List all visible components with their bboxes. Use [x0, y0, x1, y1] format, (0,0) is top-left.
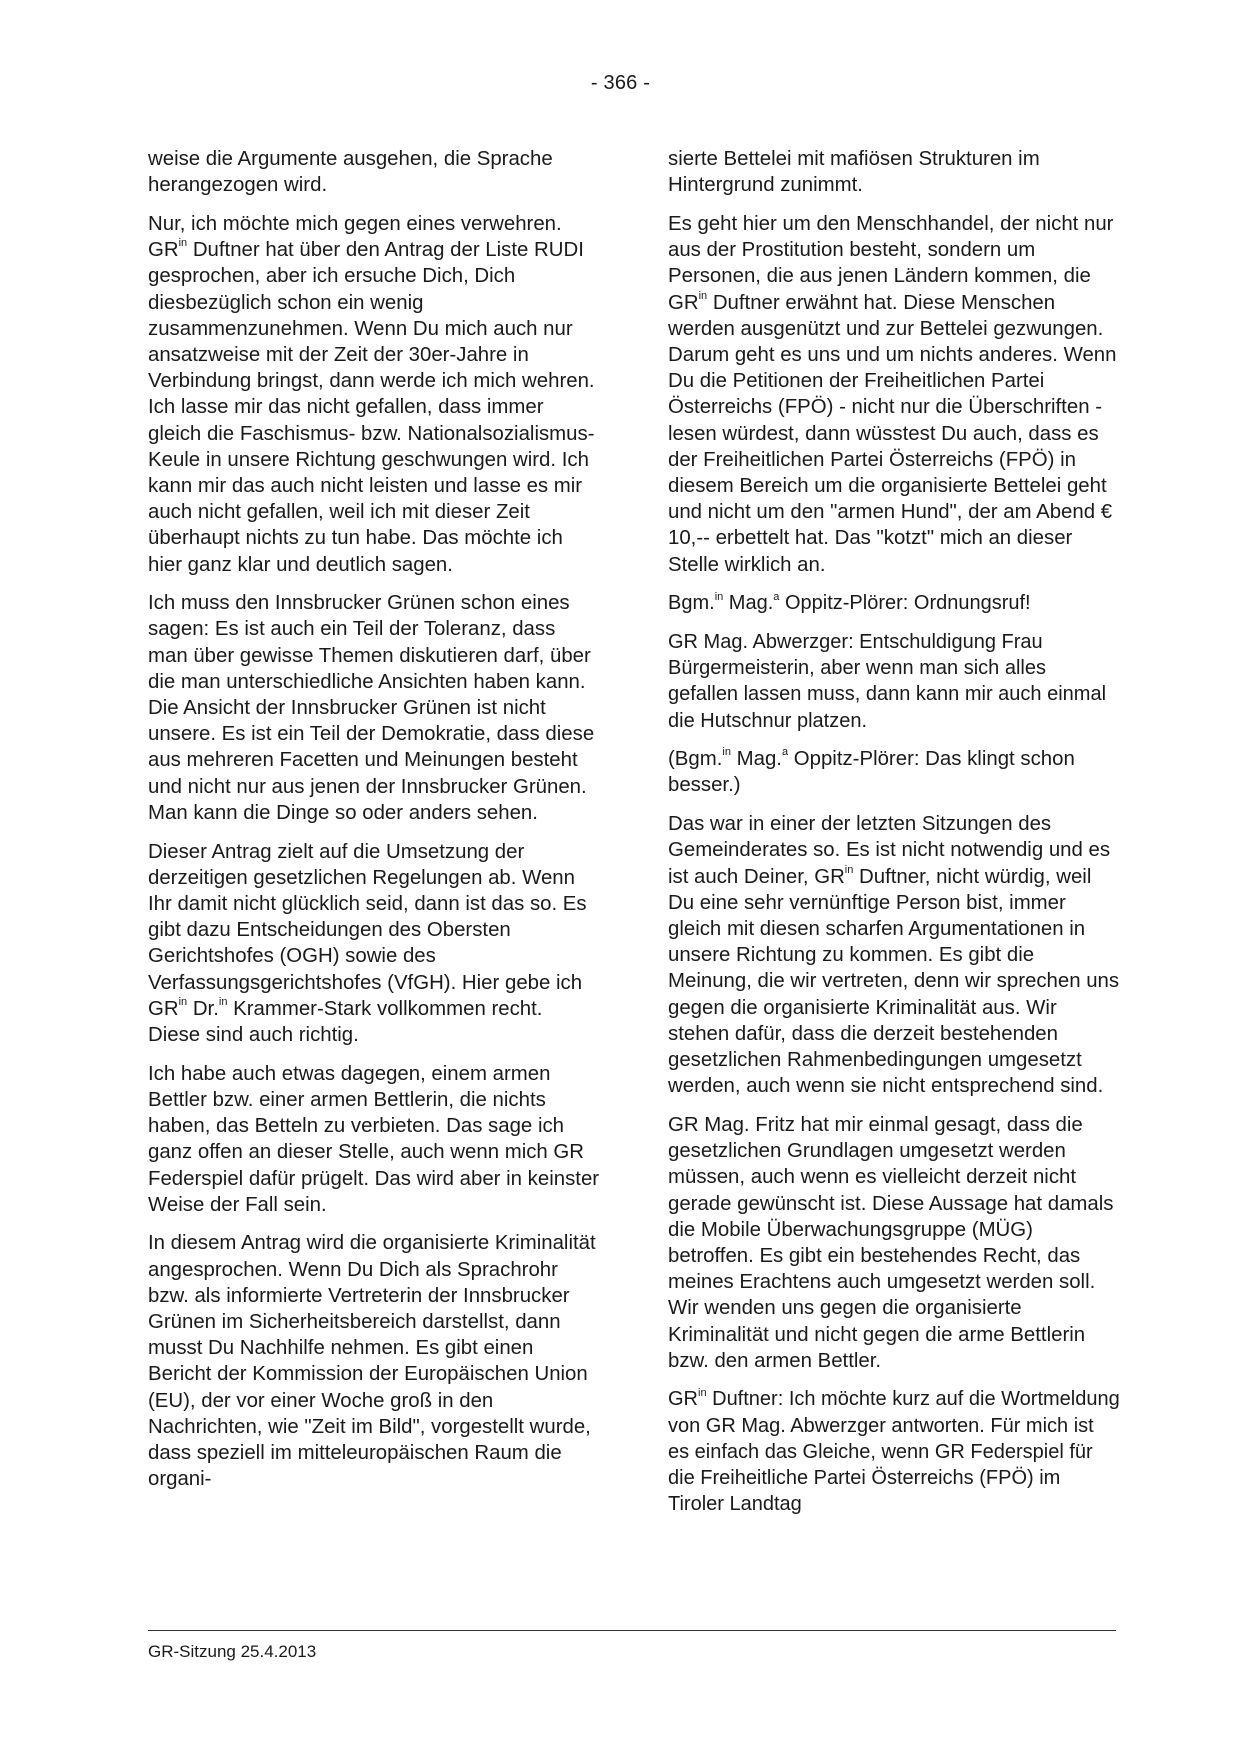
paragraph: Das war in einer der letzten Sitzungen des Gemeinderates so. Es ist nicht notwendig und es ist auch Deiner, $GR^{in}$ Duftner, nicht würdig, weil Du eine sehr vernünftige Person bist, immer gleich mit diesen scharfen Argumentationen in unsere Richtung zu kommen. Es gibt die Meinung, die wir vertreten, denn wir sprechen uns gegen die organisierte Kriminalität aus. Wir stehen dafür, dass die derzeit bestehenden gesetzlichen Rahmenbedingungen umgesetzt werden, auch wenn sie nicht entsprechend sind.	[668, 813, 1120, 1098]
speaker-line: Bgm.$^{in}$ Mag.$^a$ Oppitz-Plörer: Ordnungsruf!	[668, 590, 1031, 615]
superscript: a	[773, 590, 780, 603]
paragraph: In diesem Antrag wird die organisierte Kriminalität angesprochen. Wenn Du Dich als Sprachrohr bzw. als informierte Vertreterin der Innsbrucker Grünen im Sicherheitsbereich darstellst, dann musst Du Nachhilfe nehmen. Es gibt einen Bericht der Kommission der Europäischen Union (EU), der vor einer Woche groß in den Nachrichten, wie "Zeit im Bild", vorgestellt wurde, dass speziell im mitteleuropäischen Raum die organi-	[148, 1232, 596, 1491]
superscript: in	[178, 237, 188, 250]
paragraph: GR Mag. Fritz hat mir einmal gesagt, dass die gesetzlichen Grundlagen umgesetzt werden müssen, auch wenn es vielleicht derzeit nicht gerade gewünscht ist. Diese Aussage hat damals die Mobile Überwachungsgruppe (MÜG) betroffen. Es gibt ein bestehendes Recht, das meines Erachtens auch umgesetzt werden soll. Wir wenden uns gegen die organisierte Kriminalität und nicht gegen die arme Bettlerin bzw. den armen Bettler.	[668, 1113, 1114, 1372]
paragraph: Ich muss den Innsbrucker Grünen schon eines sagen: Es ist auch ein Teil der Toleranz, dass man über gewisse Themen diskutieren darf, über die man unterschiedliche Ansichten haben kann. Die Ansicht der Innsbrucker Grünen ist nicht unsere. Es ist ein Teil der Demokratie, dass diese aus mehreren Facetten und Meinungen besteht und nicht nur aus jenen der Innsbrucker Grünen. Man kann die Dinge so oder anders sehen.	[148, 592, 595, 824]
superscript: in	[844, 863, 854, 876]
paragraph: Dieser Antrag zielt auf die Umsetzung der derzeitigen gesetzlichen Regelungen ab. Wenn Ihr damit nicht glücklich seid, dann ist das so. Es gibt dazu Entscheidungen des Obersten Gerichtshofes (OGH) sowie des Verfassungsgerichtshofes (VfGH). Hier gebe ich $GR^{in}$ Dr.$^{in}$ Krammer-Stark vollkommen recht. Diese sind auch richtig.	[148, 840, 587, 1046]
superscript: in	[698, 1386, 707, 1399]
speaker-line: $GR^{in}$ Duftner: Ich möchte kurz auf die Wortmeldung von GR Mag. Abwerzger antworten. Für mich ist es einfach das Gleiche, wenn GR Federspiel für die Freiheitliche Partei Österreichs (FPÖ) im Tiroler Landtag	[668, 1386, 1120, 1516]
interjection: (Bgm.$^{in}$ Mag.$^a$ Oppitz-Plörer: Das klingt schon besser.)	[668, 746, 1075, 797]
footer-session-date: GR-Sitzung 25.4.2013	[148, 1642, 317, 1661]
page-number: - 366 -	[590, 72, 651, 94]
paragraph: weise die Argumente ausgehen, die Sprache herangezogen wird.	[148, 148, 553, 197]
superscript: in	[698, 289, 708, 302]
paragraph: Es geht hier um den Menschhandel, der nicht nur aus der Prostitution besteht, sondern um Personen, die aus jenen Ländern kommen, die $GR^{in}$ Duftner erwähnt hat. Diese Menschen werden ausgenützt und zur Bettelei gezwungen. Darum geht es uns und um nichts anderes. Wenn Du die Petitionen der Freiheitlichen Partei Österreichs (FPÖ) - nicht nur die Überschriften - lesen würdest, dann wüsstest Du auch, dass es der Freiheitlichen Partei Österreichs (FPÖ) in diesem Bereich um die organisierte Bettelei geht und nicht um den "armen Hund", der am Abend € 10,-- erbettelt hat. Das "kotzt" mich an dieser Stelle wirklich an.	[668, 212, 1117, 576]
superscript: in	[178, 996, 188, 1008]
paragraph: Nur, ich möchte mich gegen eines verwehren. $GR^{in}$ Duftner hat über den Antrag der Liste RUDI gesprochen, aber ich ersuche Dich, Dich diesbezüglich schon ein wenig zusammenzunehmen. Wenn Du mich auch nur ansatzweise mit der Zeit der 30er-Jahre in Verbindung bringst, dann werde ich mich wehren. Ich lasse mir das nicht gefallen, dass immer gleich die Faschismus- bzw. Nationalsozialismus-Keule in unsere Richtung geschwungen wird. Ich kann mir das auch nicht leisten und lasse es mir auch nicht gefallen, weil ich mit dieser Zeit überhaupt nichts zu tun habe. Das möchte ich hier ganz klar und deutlich sagen.	[148, 212, 595, 576]
superscript: in	[218, 996, 228, 1008]
left-column	[148, 146, 600, 1505]
right-column	[668, 146, 1120, 1530]
paragraph: sierte Bettelei mit mafiösen Strukturen im Hintergrund zunimmt.	[668, 148, 1040, 197]
superscript: in	[714, 590, 724, 603]
superscript: a	[781, 746, 789, 759]
superscript: in	[722, 746, 731, 759]
paragraph: Ich habe auch etwas dagegen, einem armen Bettler bzw. einer armen Bettlerin, die nichts haben, das Betteln zu verbieten. Das sage ich ganz offen an dieser Stelle, auch wenn mich GR Federspiel dafür prügelt. Das wird aber in keinster Weise der Fall sein.	[148, 1062, 600, 1216]
footer-divider	[148, 1630, 1116, 1631]
speaker-line: GR Mag. Abwerzger: Entschuldigung Frau Bürgermeisterin, aber wenn man sich alles gefallen lassen muss, dann kann mir auch einmal die Hutschnur platzen.	[668, 630, 1107, 732]
